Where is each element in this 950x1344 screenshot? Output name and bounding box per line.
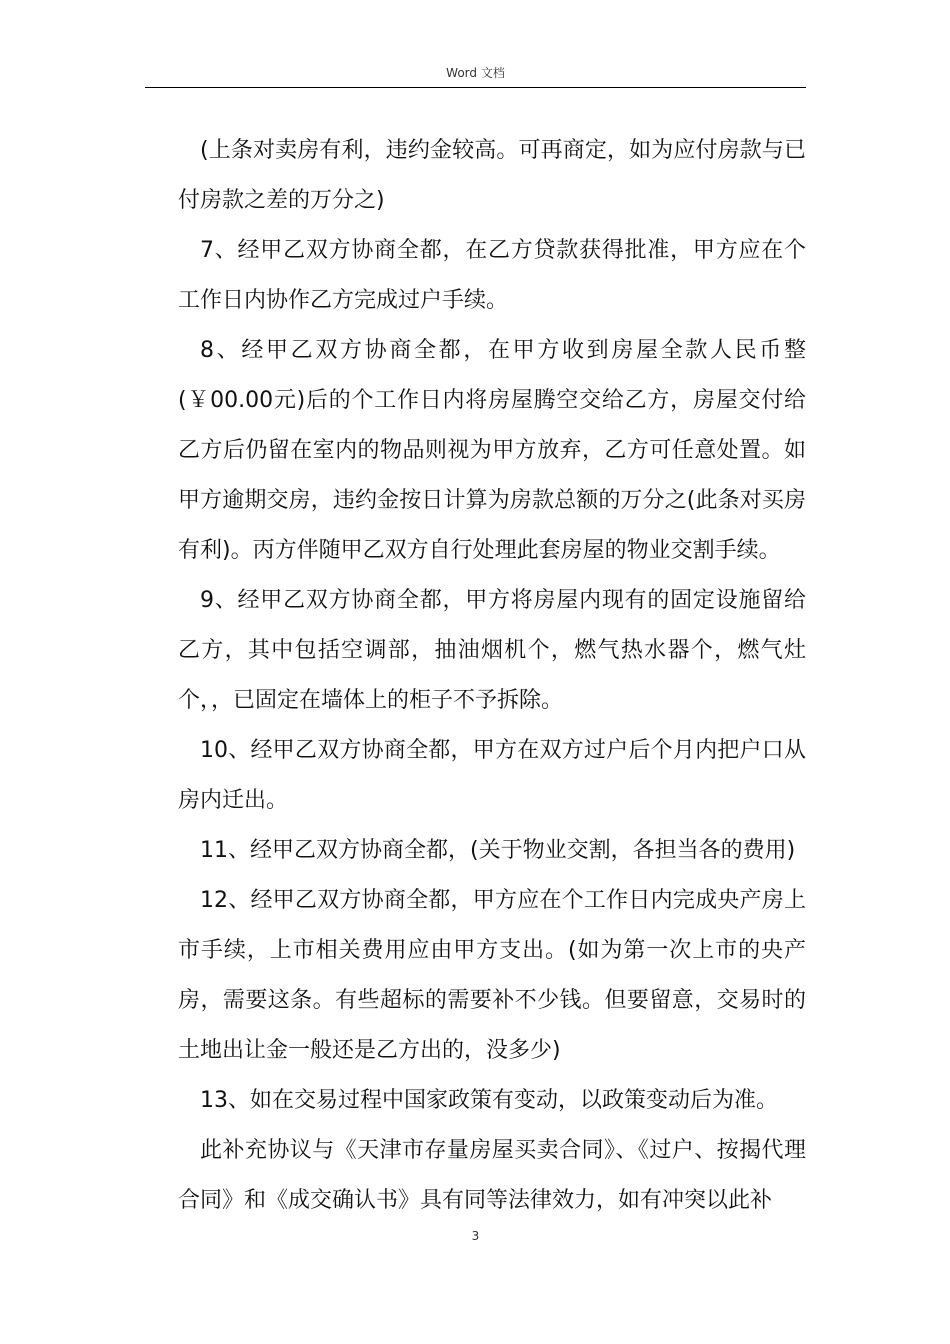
paragraph-supplement-validity: 此补充协议与《天津市存量房屋买卖合同》、《过户、按揭代理合同》和《成交确认书》具有同等法律效力，如有冲突以此补 — [178, 1138, 806, 1213]
page-header: Word 文档 — [446, 66, 505, 80]
paragraph-clause-13: 13、如在交易过程中国家政策有变动，以政策变动后为准。 — [200, 1088, 778, 1113]
paragraph-clause-9: 9、经甲乙双方协商全都，甲方将房屋内现有的固定设施留给乙方，其中包括空调部，抽油烟机个，燃气热水器个，燃气灶个，，已固定在墙体上的柜子不予拆除。 — [178, 588, 806, 713]
paragraph-clause-11: 11、经甲乙双方协商全都，(关于物业交割，各担当各的费用) — [200, 838, 796, 863]
paragraph-clause-12: 12、经甲乙双方协商全都，甲方应在个工作日内完成央产房上市手续，上市相关费用应由甲方支出。(如为第一次上市的央产房，需要这条。有些超标的需要补不少钱。但要留意，交易时的土地出让金一般还是乙方出的，没多少) — [178, 888, 806, 1063]
paragraph-clause-10: 10、经甲乙双方协商全都，甲方在双方过户后个月内把户口从房内迁出。 — [178, 738, 806, 813]
document-body — [178, 126, 806, 1226]
paragraph-penalty-note: (上条对卖房有利，违约金较高。可再商定，如为应付房款与已付房款之差的万分之) — [178, 138, 806, 213]
page-number: 3 — [471, 1229, 480, 1243]
paragraph-clause-7: 7、经甲乙双方协商全都，在乙方贷款获得批准，甲方应在个工作日内协作乙方完成过户手续。 — [178, 238, 806, 313]
paragraph-clause-8: 8、经甲乙双方协商全都，在甲方收到房屋全款人民币整(￥00.00元)后的个工作日内将房屋腾空交给乙方，房屋交付给乙方后仍留在室内的物品则视为甲方放弃，乙方可任意处置。如甲方逾期交房，违约金按日计算为房款总额的万分之(此条对买房有利)。丙方伴随甲乙双方自行处理此套房屋的物业交割手续。 — [178, 338, 806, 563]
header-divider — [145, 87, 806, 88]
